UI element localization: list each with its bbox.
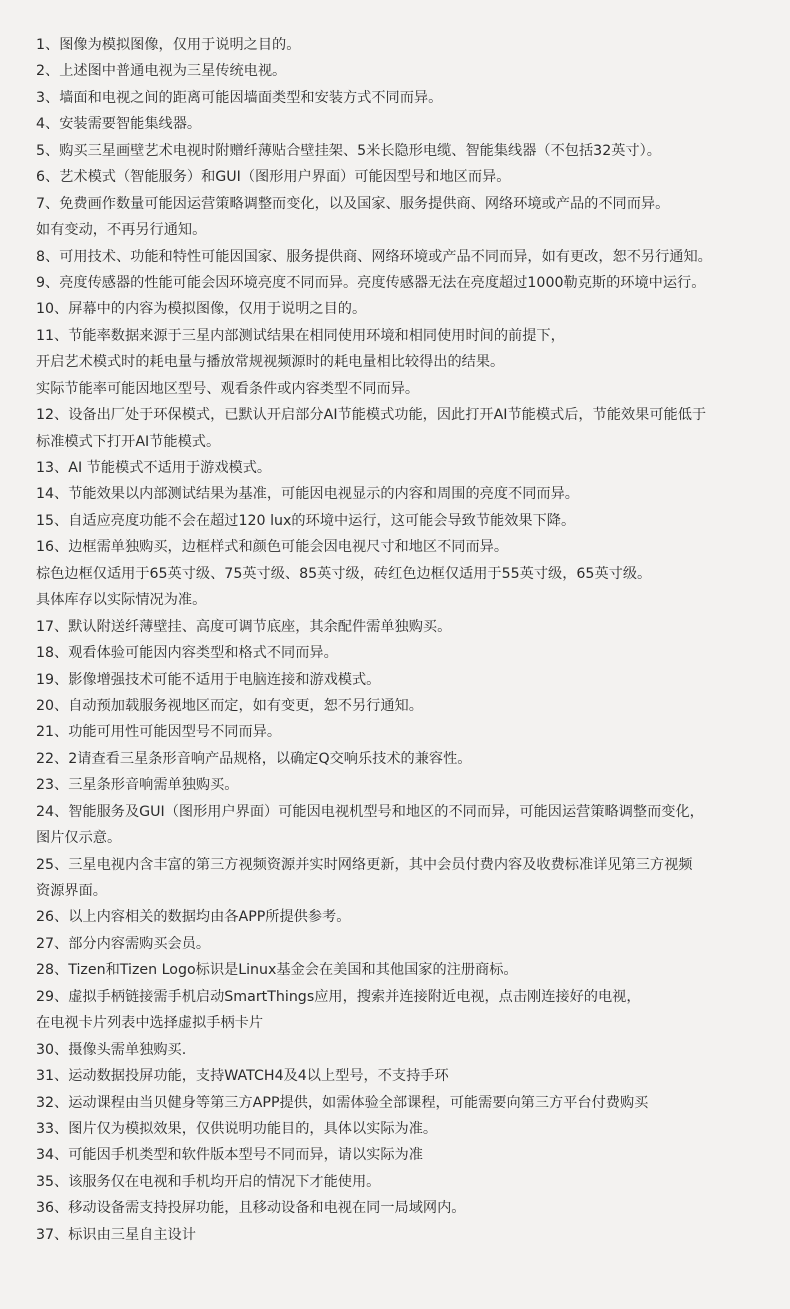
note-line: 7、免费画作数量可能因运营策略调整而变化，以及国家、服务提供商、网络环境或产品的不同而异。 [36,195,670,212]
note-line: 13、AI 节能模式不适用于游戏模式。 [36,460,272,476]
note-line: 2、上述图中普通电视为三星传统电视。 [36,63,287,80]
note-line: 20、自动预加载服务视地区而定，如有变更，恕不另行通知。 [36,697,423,714]
note-line: 26、以上内容相关的数据均由各APP所提供参考。 [36,909,351,926]
note-line: 15、自适应亮度功能不会在超过120 lux的环境中运行，这可能会导致节能效果下降。 [36,512,576,529]
note-line: 32、运动课程由当贝健身等第三方APP提供，如需体验全部课程，可能需要向第三方平台付费购买 [36,1094,649,1111]
note-line: 36、移动设备需支持投屏功能，且移动设备和电视在同一局域网内。 [36,1200,466,1217]
note-line: 35、该服务仅在电视和手机均开启的情况下才能使用。 [36,1173,381,1190]
note-line: 25、三星电视内含丰富的第三方视频资源并实时网络更新，其中会员付费内容及收费标准详见第三方视频 [36,856,693,873]
note-line: 资源界面。 [36,883,107,899]
note-line: 19、影像增强技术可能不适用于电脑连接和游戏模式。 [36,671,381,688]
note-line: 22、2请查看三星条形音响产品规格，以确定Q交响乐技术的兼容性。 [36,750,472,767]
note-line: 16、边框需单独购买，边框样式和颜色可能会因电视尺寸和地区不同而异。 [36,539,509,556]
note-line: 21、功能可用性可能因型号不同而异。 [36,724,282,741]
note-line: 34、可能因手机类型和软件版本型号不同而异，请以实际为准 [36,1147,423,1164]
note-line: 12、设备出厂处于环保模式，已默认开启部分AI节能模式功能，因此打开AI节能模式后，节能效果可能低于 [36,407,707,424]
note-line: 29、虚拟手柄链接需手机启动SmartThings应用，搜索并连接附近电视，点击刚连接好的电视， [36,988,641,1005]
note-line: 3、墙面和电视之间的距离可能因墙面类型和安装方式不同而异。 [36,89,443,106]
note-line: 1、图像为模拟图像，仅用于说明之目的。 [36,37,301,53]
note-line: 6、艺术模式（智能服务）和GUI（图形用户界面）可能因型号和地区而异。 [36,169,511,186]
note-line: 9、亮度传感器的性能可能会因环境亮度不同而异。亮度传感器无法在亮度超过1000勒克斯的环境中运行。 [36,274,706,291]
note-line: 28、Tizen和Tizen Logo标识是Linux基金会在美国和其他国家的注册商标。 [36,962,518,979]
note-line: 标准模式下打开AI节能模式。 [36,433,221,450]
note-line: 30、摄像头需单独购买. [36,1041,187,1058]
note-line: 棕色边框仅适用于65英寸级、75英寸级、85英寸级，砖红色边框仅适用于55英寸级，65英寸级。 [36,565,652,582]
note-line: 图片仅示意。 [36,830,122,847]
note-line: 37、标识由三星自主设计 [36,1226,196,1243]
note-line: 31、运动数据投屏功能，支持WATCH4及4以上型号，不支持手环 [36,1068,449,1085]
note-line: 开启艺术模式时的耗电量与播放常规视频源时的耗电量相比较得出的结果。 [36,354,505,371]
note-line: 24、智能服务及GUI（图形用户界面）可能因电视机型号和地区的不同而异，可能因运营策略调整而变化， [36,803,704,820]
note-line: 在电视卡片列表中选择虚拟手柄卡片 [36,1015,264,1032]
note-line: 27、部分内容需购买会员。 [36,935,211,952]
note-line: 14、节能效果以内部测试结果为基准，可能因电视显示的内容和周围的亮度不同而异。 [36,486,579,503]
note-line: 11、节能率数据来源于三星内部测试结果在相同使用环境和相同使用时间的前提下， [36,327,565,344]
note-line: 5、购买三星画壁艺术电视时附赠纤薄贴合壁挂架、5米长隐形电缆、智能集线器（不包括32英寸）。 [36,142,661,159]
note-line: 4、安装需要智能集线器。 [36,116,202,133]
note-line: 如有变动，不再另行通知。 [36,222,207,239]
disclaimer-notes-list [36,32,770,1248]
note-line: 10、屏幕中的内容为模拟图像，仅用于说明之目的。 [36,301,367,318]
note-line: 33、图片仅为模拟效果，仅供说明功能目的，具体以实际为准。 [36,1120,438,1137]
note-line: 17、默认附送纤薄壁挂、高度可调节底座，其余配件需单独购买。 [36,618,452,635]
note-line: 具体库存以实际情况为准。 [36,592,207,609]
note-line: 18、观看体验可能因内容类型和格式不同而异。 [36,645,338,662]
note-line: 8、可用技术、功能和特性可能因国家、服务提供商、网络环境或产品不同而异，如有更改，恕不另行通知。 [36,248,712,265]
note-line: 实际节能率可能因地区型号、观看条件或内容类型不同而异。 [36,380,420,397]
note-line: 23、三星条形音响需单独购买。 [36,777,239,794]
